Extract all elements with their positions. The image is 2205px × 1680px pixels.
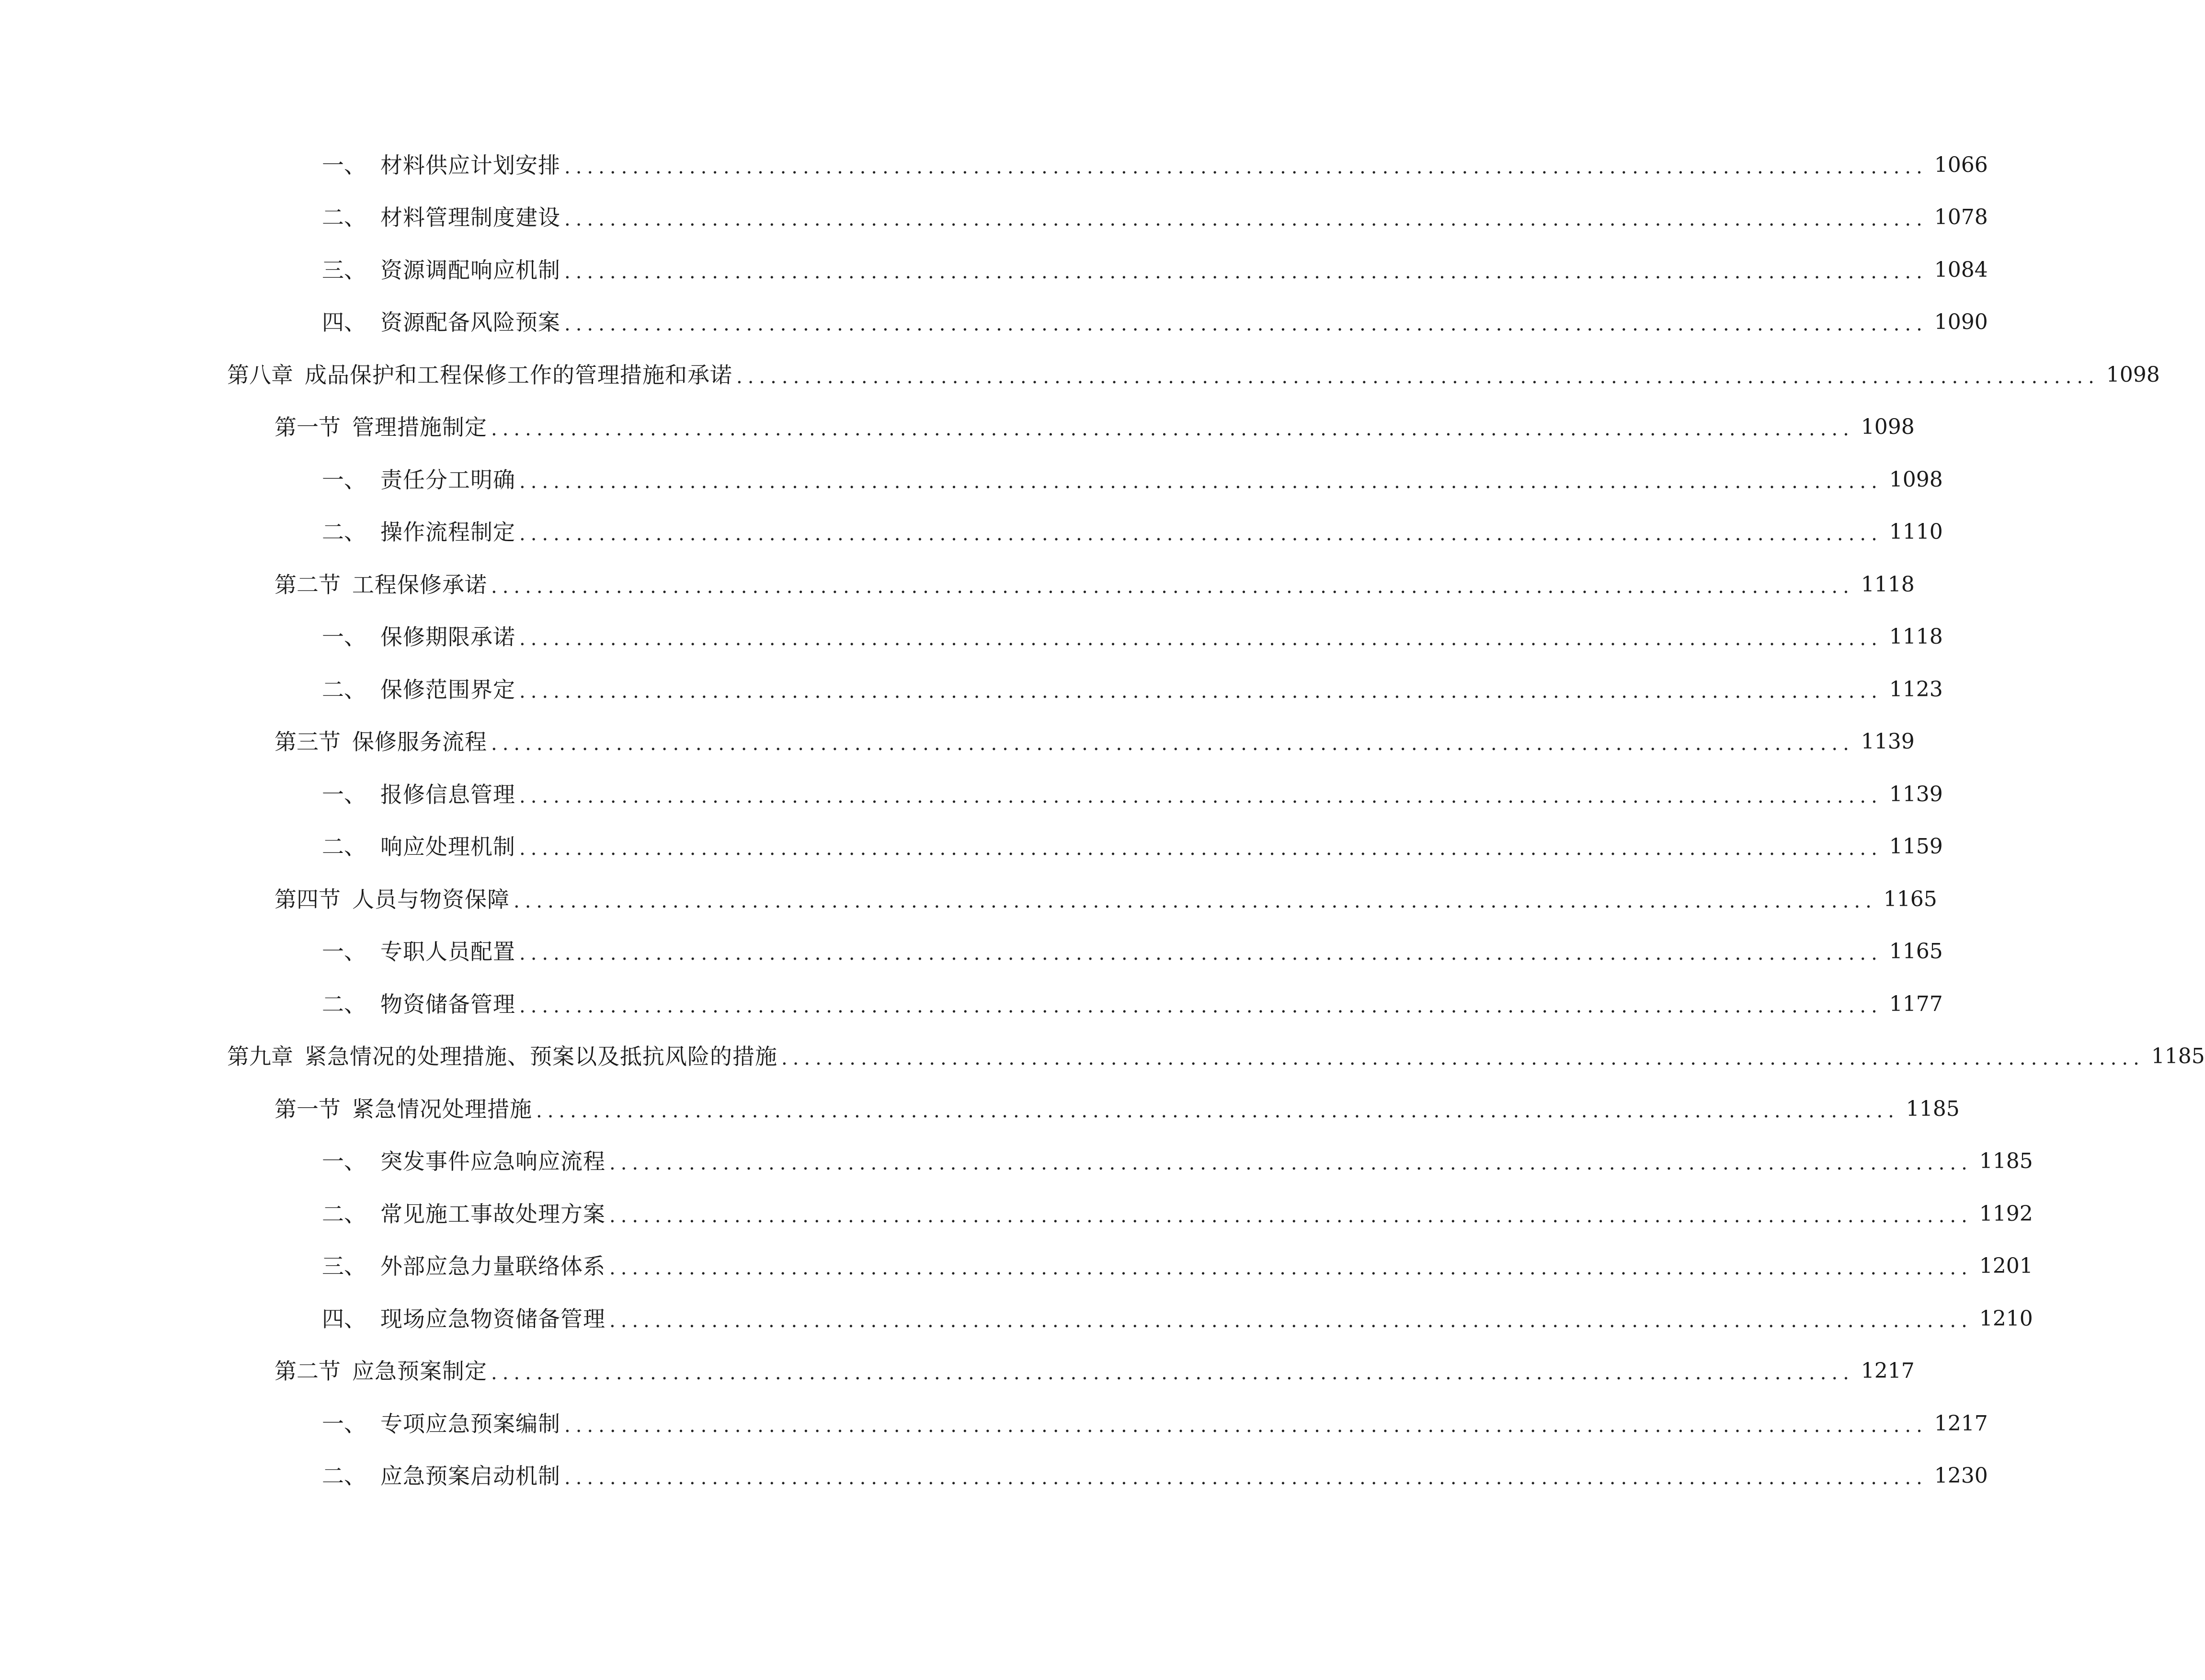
toc-entry-number: 二、 — [322, 1201, 366, 1227]
toc-entry[interactable] — [0, 1188, 2033, 1240]
toc-entry-number: 三、 — [322, 257, 366, 283]
toc-entry[interactable] — [0, 1450, 1988, 1503]
toc-entry[interactable] — [0, 244, 1988, 296]
dot-leader: ........................................................................................................................ — [519, 680, 1883, 703]
toc-entry[interactable] — [0, 192, 1988, 244]
dot-leader: ........................................................................................................................ — [519, 838, 1883, 860]
toc-entry-number: 二、 — [322, 676, 366, 703]
toc-entry[interactable] — [0, 454, 1943, 506]
toc-entry[interactable] — [0, 349, 2160, 401]
dot-leader: ........................................................................................................................ — [564, 156, 1928, 178]
dot-leader: ........................................................................................................................ — [564, 261, 1928, 283]
toc-entry-title: 现场应急物资储备管理 — [380, 1305, 606, 1332]
toc-entry-page-number: 1098 — [1861, 415, 1915, 440]
dot-leader: ........................................................................................................................ — [781, 1047, 2145, 1070]
toc-entry-title: 物资储备管理 — [380, 991, 515, 1017]
dot-leader: ........................................................................................................................ — [519, 523, 1883, 545]
dot-leader: ........................................................................................................................ — [736, 365, 2100, 388]
toc-entry[interactable] — [0, 1083, 1960, 1135]
toc-entry-title: 专项应急预案编制 — [380, 1410, 560, 1437]
toc-entry-title: 应急预案制定 — [352, 1358, 487, 1385]
toc-entry-number: 第八章 — [227, 362, 293, 388]
toc-entry-title: 专职人员配置 — [380, 939, 515, 965]
toc-entry-number: 一、 — [322, 152, 366, 178]
dot-leader: ........................................................................................................................ — [491, 733, 1854, 755]
toc-entry-page-number: 1078 — [1934, 205, 1988, 230]
dot-leader: ........................................................................................................................ — [564, 313, 1928, 336]
toc-entry-page-number: 1185 — [1979, 1149, 2033, 1174]
toc-entry[interactable] — [0, 716, 1915, 769]
toc-entry-page-number: 1185 — [2151, 1044, 2205, 1069]
toc-entry-title: 保修范围界定 — [380, 676, 515, 703]
dot-leader: ........................................................................................................................ — [519, 942, 1883, 965]
toc-entry-title: 资源调配响应机制 — [380, 257, 560, 283]
dot-leader: ........................................................................................................................ — [536, 1100, 1899, 1122]
toc-entry-number: 一、 — [322, 781, 366, 807]
toc-entry-title: 材料供应计划安排 — [380, 152, 560, 178]
toc-entry-number: 二、 — [322, 991, 366, 1017]
toc-entry[interactable] — [0, 978, 1943, 1031]
toc-entry-number: 三、 — [322, 1253, 366, 1280]
toc-entry[interactable] — [0, 558, 1915, 611]
toc-entry-page-number: 1177 — [1889, 991, 1943, 1016]
toc-entry-title: 保修期限承诺 — [380, 624, 515, 650]
toc-entry-title: 操作流程制定 — [380, 519, 515, 545]
toc-entry[interactable] — [0, 1345, 1915, 1398]
toc-entry-number: 四、 — [322, 1305, 366, 1332]
toc-entry-title: 外部应急力量联络体系 — [380, 1253, 606, 1280]
toc-entry-title: 应急预案启动机制 — [380, 1463, 560, 1489]
toc-entry-page-number: 1090 — [1934, 310, 1988, 335]
dot-leader: ........................................................................................................................ — [519, 470, 1883, 493]
dot-leader: ........................................................................................................................ — [609, 1257, 1973, 1280]
toc-entry[interactable] — [0, 1031, 2205, 1083]
toc-entry-number: 一、 — [322, 466, 366, 493]
toc-entry[interactable] — [0, 401, 1915, 454]
toc-entry-title: 责任分工明确 — [380, 466, 515, 493]
toc-entry-number: 四、 — [322, 309, 366, 336]
toc-entry-page-number: 1217 — [1934, 1411, 1988, 1436]
toc-entry-title: 工程保修承诺 — [352, 571, 487, 598]
toc-entry-page-number: 1210 — [1979, 1306, 2033, 1331]
toc-entry-page-number: 1201 — [1979, 1254, 2033, 1279]
toc-entry[interactable] — [0, 139, 1988, 192]
toc-entry-number: 第三节 — [274, 729, 341, 755]
toc-entry-title: 人员与物资保障 — [352, 886, 510, 912]
toc-entry-page-number: 1084 — [1934, 257, 1988, 282]
toc-entry[interactable] — [0, 926, 1943, 978]
dot-leader: ........................................................................................................................ — [491, 575, 1854, 598]
toc-entry[interactable] — [0, 506, 1943, 559]
toc-entry-page-number: 1118 — [1861, 572, 1915, 597]
toc-entry-page-number: 1066 — [1934, 152, 1988, 177]
dot-leader: ........................................................................................................................ — [609, 1204, 1973, 1227]
toc-entry-title: 紧急情况的处理措施、预案以及抵抗风险的措施 — [305, 1044, 777, 1070]
toc-entry-title: 成品保护和工程保修工作的管理措施和承诺 — [305, 362, 732, 388]
toc-entry-number: 一、 — [322, 1410, 366, 1437]
dot-leader: ........................................................................................................................ — [491, 1362, 1854, 1385]
dot-leader: ........................................................................................................................ — [519, 995, 1883, 1017]
toc-entry-page-number: 1185 — [1906, 1096, 1960, 1121]
dot-leader: ........................................................................................................................ — [564, 1414, 1928, 1437]
toc-entry[interactable] — [0, 821, 1943, 874]
toc-entry-title: 资源配备风险预案 — [380, 309, 560, 336]
toc-entry[interactable] — [0, 1240, 2033, 1293]
toc-entry-number: 二、 — [322, 519, 366, 545]
toc-entry-page-number: 1098 — [2106, 362, 2160, 387]
toc-entry-number: 二、 — [322, 834, 366, 860]
toc-entry-number: 第二节 — [274, 571, 341, 598]
toc-entry-title: 管理措施制定 — [352, 414, 487, 441]
toc-entry[interactable] — [0, 873, 1937, 926]
toc-entry-page-number: 1217 — [1861, 1359, 1915, 1384]
toc-entry-number: 二、 — [322, 1463, 366, 1489]
toc-entry[interactable] — [0, 768, 1943, 821]
toc-entry-title: 材料管理制度建设 — [380, 204, 560, 231]
toc-entry-number: 第二节 — [274, 1358, 341, 1385]
toc-entry-number: 二、 — [322, 204, 366, 231]
toc-entry[interactable] — [0, 611, 1943, 664]
toc-entry-number: 第一节 — [274, 1096, 341, 1122]
dot-leader: ........................................................................................................................ — [609, 1309, 1973, 1332]
table-of-contents — [0, 139, 2205, 1502]
toc-entry[interactable] — [0, 663, 1943, 716]
toc-entry-title: 常见施工事故处理方案 — [380, 1201, 606, 1227]
dot-leader: ........................................................................................................................ — [519, 628, 1883, 650]
toc-entry-number: 第四节 — [274, 886, 341, 912]
toc-entry-page-number: 1165 — [1883, 886, 1937, 911]
toc-entry-title: 报修信息管理 — [380, 781, 515, 807]
toc-entry-page-number: 1230 — [1934, 1464, 1988, 1488]
toc-entry-page-number: 1098 — [1889, 467, 1943, 492]
toc-entry-number: 第九章 — [227, 1044, 293, 1070]
toc-entry-title: 响应处理机制 — [380, 834, 515, 860]
toc-entry-page-number: 1139 — [1889, 782, 1943, 806]
toc-entry-number: 一、 — [322, 1148, 366, 1175]
toc-entry-page-number: 1192 — [1979, 1201, 2033, 1226]
toc-entry-number: 一、 — [322, 624, 366, 650]
toc-entry-title: 保修服务流程 — [352, 729, 487, 755]
toc-entry-title: 突发事件应急响应流程 — [380, 1148, 606, 1175]
toc-entry-page-number: 1165 — [1889, 939, 1943, 964]
dot-leader: ........................................................................................................................ — [519, 785, 1883, 807]
toc-entry-page-number: 1139 — [1861, 729, 1915, 754]
dot-leader: ........................................................................................................................ — [491, 418, 1854, 441]
toc-entry-page-number: 1118 — [1889, 624, 1943, 649]
toc-entry[interactable] — [0, 1135, 2033, 1188]
toc-entry[interactable] — [0, 1293, 2033, 1345]
dot-leader: ........................................................................................................................ — [564, 208, 1928, 231]
toc-entry-page-number: 1123 — [1889, 677, 1943, 702]
toc-entry-number: 第一节 — [274, 414, 341, 441]
toc-entry-page-number: 1159 — [1889, 834, 1943, 859]
toc-entry[interactable] — [0, 1397, 1988, 1450]
toc-entry-number: 一、 — [322, 939, 366, 965]
dot-leader: ........................................................................................................................ — [514, 890, 1877, 912]
dot-leader: ........................................................................................................................ — [609, 1152, 1973, 1175]
toc-entry-page-number: 1110 — [1889, 520, 1943, 545]
toc-entry[interactable] — [0, 296, 1988, 349]
toc-entry-title: 紧急情况处理措施 — [352, 1096, 532, 1122]
dot-leader: ........................................................................................................................ — [564, 1467, 1928, 1489]
